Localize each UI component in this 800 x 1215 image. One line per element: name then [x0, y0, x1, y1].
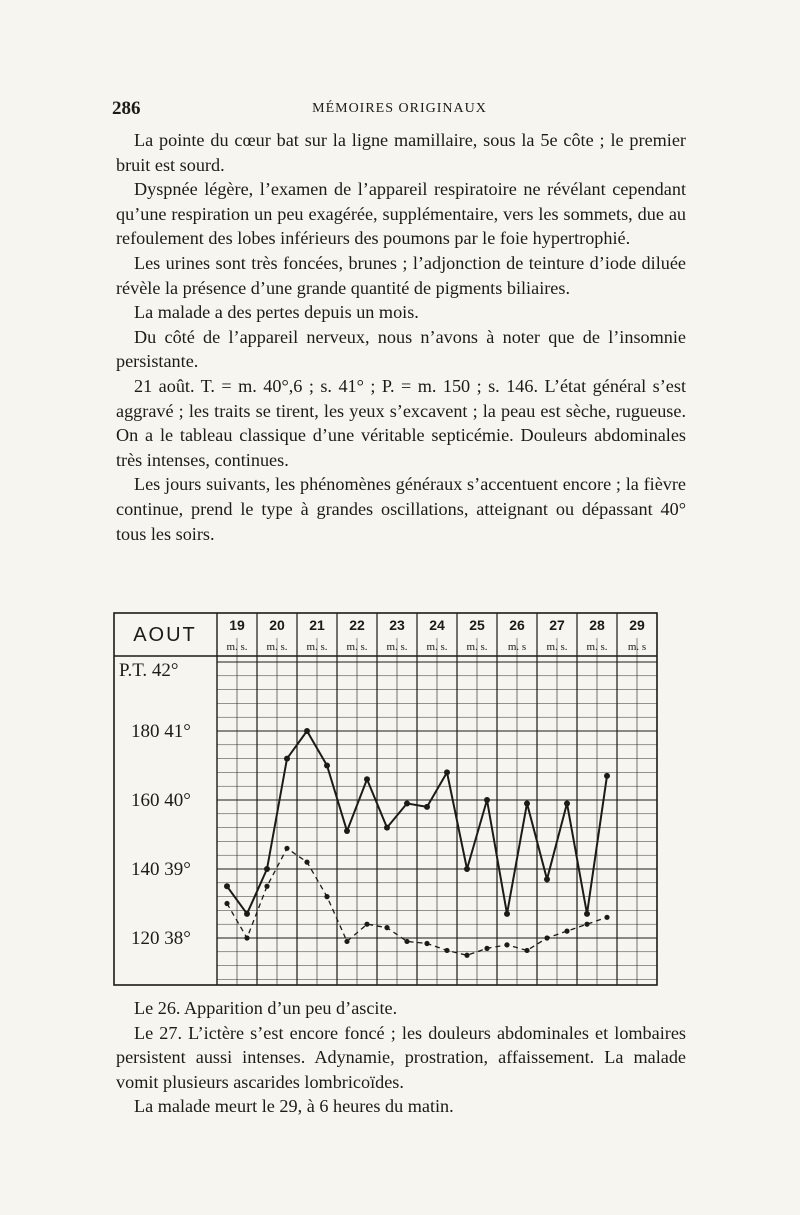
day-label: 22	[349, 617, 365, 633]
pulse-point	[564, 929, 569, 934]
temperature-point	[544, 876, 550, 882]
body-text-after	[116, 996, 686, 1119]
pulse-point	[584, 922, 589, 927]
pulse-point	[404, 939, 409, 944]
paragraph: Dyspnée légère, l’examen de l’appareil respiratoire ne révélant cependant qu’une respiration un peu exagérée, supplémentaire, vers les sommets, due au refoulement des lobes inférieurs des poumons par le foie hypertrophié.	[116, 179, 686, 249]
temperature-point	[524, 800, 530, 806]
y-axis-label: P.T. 42°	[119, 660, 179, 681]
temperature-point	[604, 773, 610, 779]
temperature-point	[284, 756, 290, 762]
temperature-point	[484, 797, 490, 803]
pulse-point	[284, 846, 289, 851]
pulse-point	[264, 884, 269, 889]
sub-label: m. s.	[266, 641, 288, 653]
y-axis-label: 140 39°	[131, 859, 191, 880]
day-label: 27	[549, 617, 565, 633]
temperature-point	[224, 883, 230, 889]
day-label: 29	[629, 617, 645, 633]
pulse-point	[544, 935, 549, 940]
temperature-point	[244, 911, 250, 917]
pulse-point	[464, 953, 469, 958]
temperature-point	[364, 776, 370, 782]
paragraph: La malade a des pertes depuis un mois.	[134, 302, 419, 323]
day-label: 26	[509, 617, 525, 633]
page-header	[112, 98, 687, 124]
day-label: 28	[589, 617, 605, 633]
pulse-point	[604, 915, 609, 920]
temperature-point	[344, 828, 350, 834]
pulse-point	[424, 941, 429, 946]
paragraph: La malade meurt le 29, à 6 heures du matin.	[134, 1096, 454, 1117]
temperature-point	[384, 825, 390, 831]
day-label: 24	[429, 617, 445, 633]
paragraph: Les urines sont très foncées, brunes ; l’adjonction de teinture d’iode diluée révèle la présence d’une grande quantité de pigments biliaires.	[116, 252, 686, 298]
y-axis-label: 180 41°	[131, 721, 191, 742]
pulse-point	[484, 946, 489, 951]
temperature-point	[584, 911, 590, 917]
temperature-point	[264, 866, 270, 872]
temperature-point	[504, 911, 510, 917]
pulse-point	[524, 948, 529, 953]
temperature-chart	[113, 612, 683, 986]
temperature-chart-svg	[113, 612, 683, 986]
pulse-point	[364, 922, 369, 927]
pulse-point	[444, 948, 449, 953]
pulse-point	[384, 925, 389, 930]
pulse-point	[304, 860, 309, 865]
paragraph: Les jours suivants, les phénomènes généraux s’accentuent encore ; la fièvre continue, prend le type à grandes oscillations, atteignant ou dépassant 40° tous les soirs.	[116, 474, 686, 544]
day-label: 25	[469, 617, 485, 633]
sub-label: m. s.	[586, 641, 608, 653]
sub-label: m. s	[627, 641, 647, 653]
day-label: 21	[309, 617, 325, 633]
temperature-point	[304, 728, 310, 734]
sub-label: m. s.	[306, 641, 328, 653]
temperature-point	[404, 800, 410, 806]
body-text-before	[116, 128, 686, 546]
day-label: 23	[389, 617, 405, 633]
pulse-point	[224, 901, 229, 906]
y-axis-label: 160 40°	[131, 790, 191, 811]
paragraph: Le 26. Apparition d’un peu d’ascite.	[134, 998, 398, 1018]
sub-label: m. s	[507, 641, 527, 653]
temperature-point	[324, 763, 330, 769]
page-number: 286	[112, 98, 141, 119]
sub-label: m. s.	[226, 641, 248, 653]
sub-label: m. s.	[346, 641, 368, 653]
paragraph: La pointe du cœur bat sur la ligne mamillaire, sous la 5e côte ; le premier bruit est sourd.	[116, 130, 686, 175]
paragraph: Du côté de l’appareil nerveux, nous n’avons à noter que de l’insomnie persistante.	[116, 326, 686, 372]
pulse-point	[244, 935, 249, 940]
month-label: AOUT	[133, 624, 197, 646]
temperature-point	[464, 866, 470, 872]
paragraph: 21 août. T. = m. 40°,6 ; s. 41° ; P. = m. 150 ; s. 146. L’état général s’est aggravé ; les traits se tirent, les yeux s’excavent ; la peau est sèche, rugueuse. On a le tableau classique d’une véritable septicémie. Douleurs abdominales très intenses, continues.	[116, 375, 686, 470]
temperature-point	[424, 804, 430, 810]
pulse-point	[504, 942, 509, 947]
day-label: 20	[269, 617, 285, 633]
sub-label: m. s.	[386, 641, 408, 653]
sub-label: m. s.	[466, 641, 488, 653]
temperature-point	[564, 800, 570, 806]
temperature-point	[444, 769, 450, 775]
pulse-point	[344, 939, 349, 944]
sub-label: m. s.	[426, 641, 448, 653]
day-label: 19	[229, 617, 245, 633]
y-axis-label: 120 38°	[131, 928, 191, 949]
pulse-point	[324, 894, 329, 899]
sub-label: m. s.	[546, 641, 568, 653]
running-title: MÉMOIRES ORIGINAUX	[312, 101, 487, 116]
paragraph: Le 27. L’ictère s’est encore foncé ; les douleurs abdominales et lombaires persistent aussi intenses. Adynamie, prostration, affaissement. La malade vomit plusieurs ascarides lombricoïdes.	[116, 1022, 686, 1092]
